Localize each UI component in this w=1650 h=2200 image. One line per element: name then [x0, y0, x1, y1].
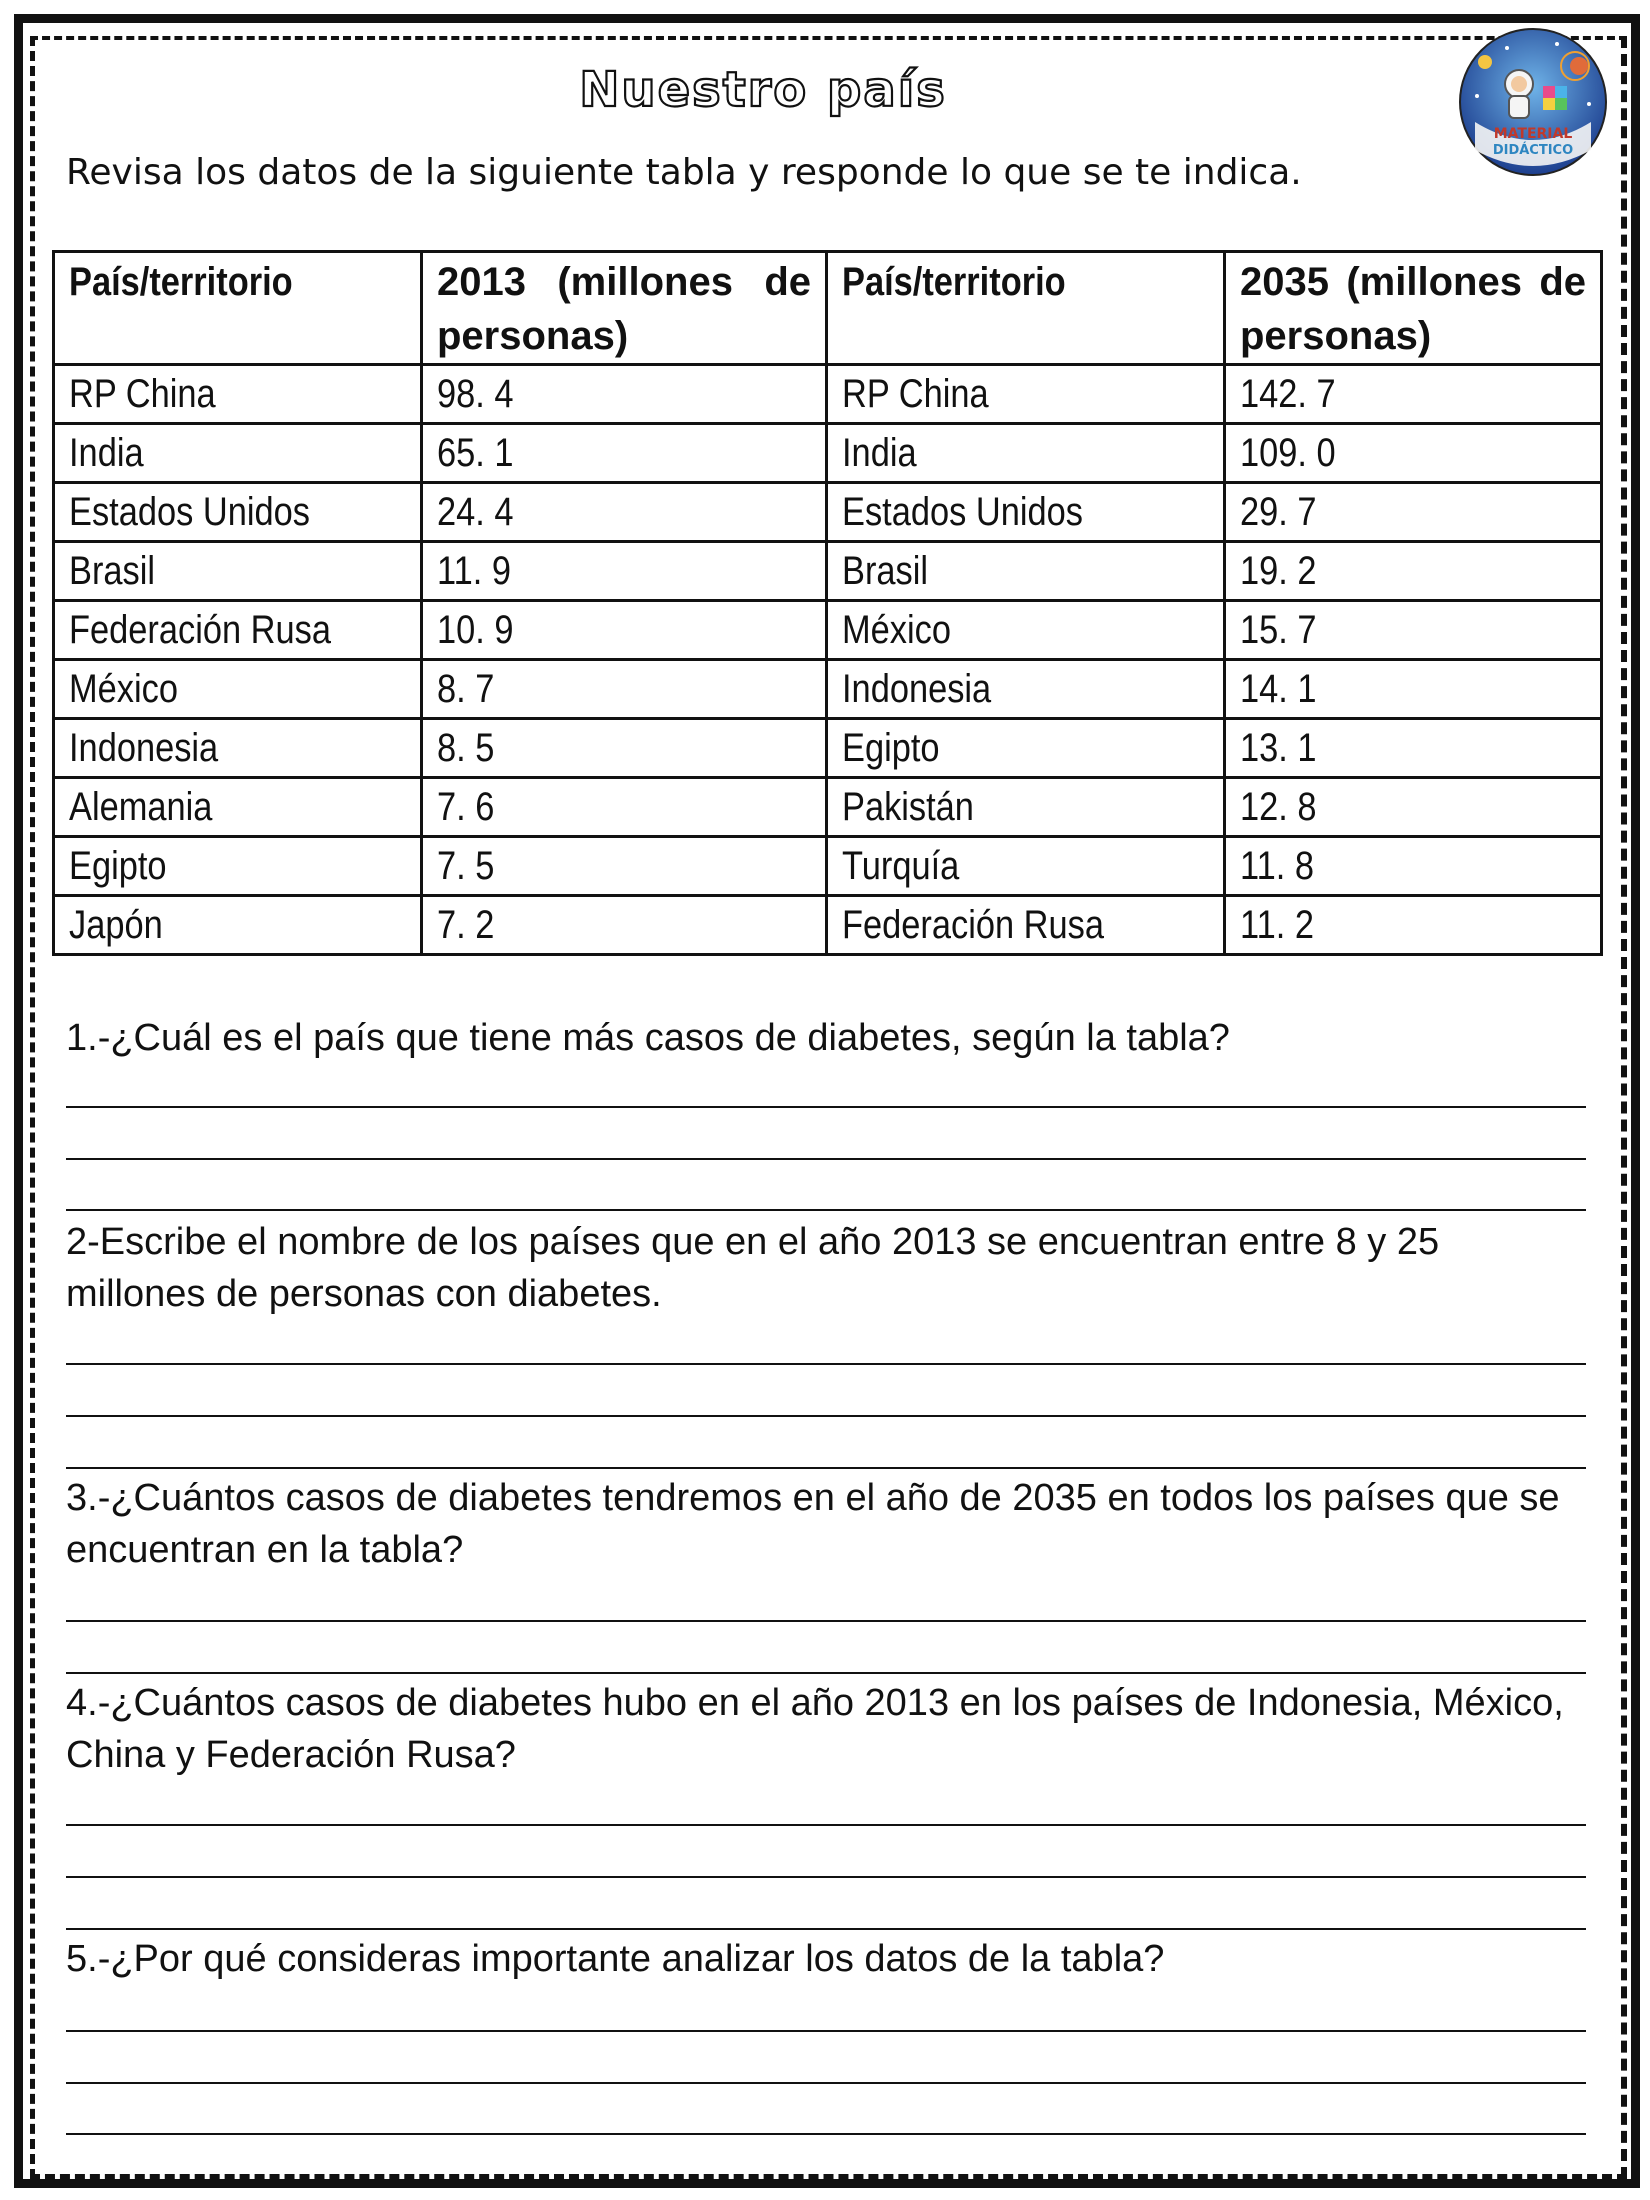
- header-country-2035: País/territorio: [827, 252, 1225, 365]
- answer-line[interactable]: [66, 1363, 1586, 1365]
- country-2035-cell: Federación Rusa: [827, 896, 1225, 955]
- table-row: [54, 542, 1602, 601]
- answer-line[interactable]: [66, 1158, 1586, 1160]
- answer-line[interactable]: [66, 1672, 1586, 1674]
- question-4: 4.-¿Cuántos casos de diabetes hubo en el año 2013 en los países de Indonesia, México, China y Federación Rusa?: [66, 1682, 1564, 1776]
- country-2035-cell: Turquía: [827, 837, 1225, 896]
- value-2013-cell: 7. 6: [422, 778, 827, 837]
- value-2035-cell: 11. 2: [1225, 896, 1602, 955]
- table-row: [54, 424, 1602, 483]
- value-2035-cell: 13. 1: [1225, 719, 1602, 778]
- value-2013-cell: 98. 4: [422, 365, 827, 424]
- country-2013-cell: Alemania: [54, 778, 422, 837]
- question-3: 3.-¿Cuántos casos de diabetes tendremos en el año de 2035 en todos los países que se encuentran en la tabla?: [66, 1477, 1560, 1571]
- answer-line[interactable]: [66, 1467, 1586, 1469]
- country-2035-cell: Pakistán: [827, 778, 1225, 837]
- country-2035-cell: Indonesia: [827, 660, 1225, 719]
- country-2035-cell: Egipto: [827, 719, 1225, 778]
- table-header-row: [54, 252, 1602, 365]
- country-2013-cell: Federación Rusa: [54, 601, 422, 660]
- instructions: Revisa los datos de la siguiente tabla y responde lo que se te indica.: [66, 152, 1302, 193]
- answer-line[interactable]: [66, 2082, 1586, 2084]
- country-2013-cell: India: [54, 424, 422, 483]
- country-2035-cell: Estados Unidos: [827, 483, 1225, 542]
- svg-text:MATERIAL: MATERIAL: [1493, 126, 1573, 142]
- country-2035-cell: México: [827, 601, 1225, 660]
- value-2013-cell: 7. 2: [422, 896, 827, 955]
- value-2013-cell: 8. 7: [422, 660, 827, 719]
- diabetes-table: [52, 250, 1603, 956]
- table-row: [54, 778, 1602, 837]
- table-row: [54, 896, 1602, 955]
- country-2013-cell: Brasil: [54, 542, 422, 601]
- header-2013: 2013 (millones de personas): [422, 252, 827, 365]
- country-2013-cell: RP China: [54, 365, 422, 424]
- value-2035-cell: 109. 0: [1225, 424, 1602, 483]
- table-row: [54, 601, 1602, 660]
- value-2013-cell: 10. 9: [422, 601, 827, 660]
- answer-line[interactable]: [66, 1824, 1586, 1826]
- value-2013-cell: 11. 9: [422, 542, 827, 601]
- country-2013-cell: Indonesia: [54, 719, 422, 778]
- value-2035-cell: 142. 7: [1225, 365, 1602, 424]
- value-2035-cell: 19. 2: [1225, 542, 1602, 601]
- answer-line[interactable]: [66, 1106, 1586, 1108]
- value-2035-cell: 12. 8: [1225, 778, 1602, 837]
- answer-line[interactable]: [66, 1928, 1586, 1930]
- table-row: [54, 365, 1602, 424]
- header-country-2013: País/territorio: [54, 252, 422, 365]
- country-2013-cell: Japón: [54, 896, 422, 955]
- answer-line[interactable]: [66, 1620, 1586, 1622]
- answer-line[interactable]: [66, 1415, 1586, 1417]
- page-title: Nuestro país: [579, 62, 947, 118]
- country-2013-cell: México: [54, 660, 422, 719]
- value-2035-cell: 11. 8: [1225, 837, 1602, 896]
- value-2013-cell: 24. 4: [422, 483, 827, 542]
- value-2013-cell: 65. 1: [422, 424, 827, 483]
- answer-line[interactable]: [66, 2030, 1586, 2032]
- table-row: [54, 483, 1602, 542]
- country-2035-cell: Brasil: [827, 542, 1225, 601]
- value-2013-cell: 8. 5: [422, 719, 827, 778]
- header-2035: 2035 (millones de personas): [1225, 252, 1602, 365]
- country-2035-cell: India: [827, 424, 1225, 483]
- question-5: 5.-¿Por qué consideras importante analizar los datos de la tabla?: [66, 1938, 1165, 1980]
- country-2035-cell: RP China: [827, 365, 1225, 424]
- value-2013-cell: 7. 5: [422, 837, 827, 896]
- value-2035-cell: 29. 7: [1225, 483, 1602, 542]
- value-2035-cell: 14. 1: [1225, 660, 1602, 719]
- question-1: 1.-¿Cuál es el país que tiene más casos de diabetes, según la tabla?: [66, 1017, 1230, 1059]
- table-row: [54, 660, 1602, 719]
- value-2035-cell: 15. 7: [1225, 601, 1602, 660]
- question-2: 2-Escribe el nombre de los países que en el año 2013 se encuentran entre 8 y 25 millones de personas con diabetes.: [66, 1221, 1440, 1315]
- answer-line[interactable]: [66, 1876, 1586, 1878]
- svg-text:DIDÁCTICO: DIDÁCTICO: [1492, 143, 1574, 158]
- country-2013-cell: Estados Unidos: [54, 483, 422, 542]
- table-row: [54, 837, 1602, 896]
- table-row: [54, 719, 1602, 778]
- answer-line[interactable]: [66, 2133, 1586, 2135]
- country-2013-cell: Egipto: [54, 837, 422, 896]
- answer-line[interactable]: [66, 1209, 1586, 1211]
